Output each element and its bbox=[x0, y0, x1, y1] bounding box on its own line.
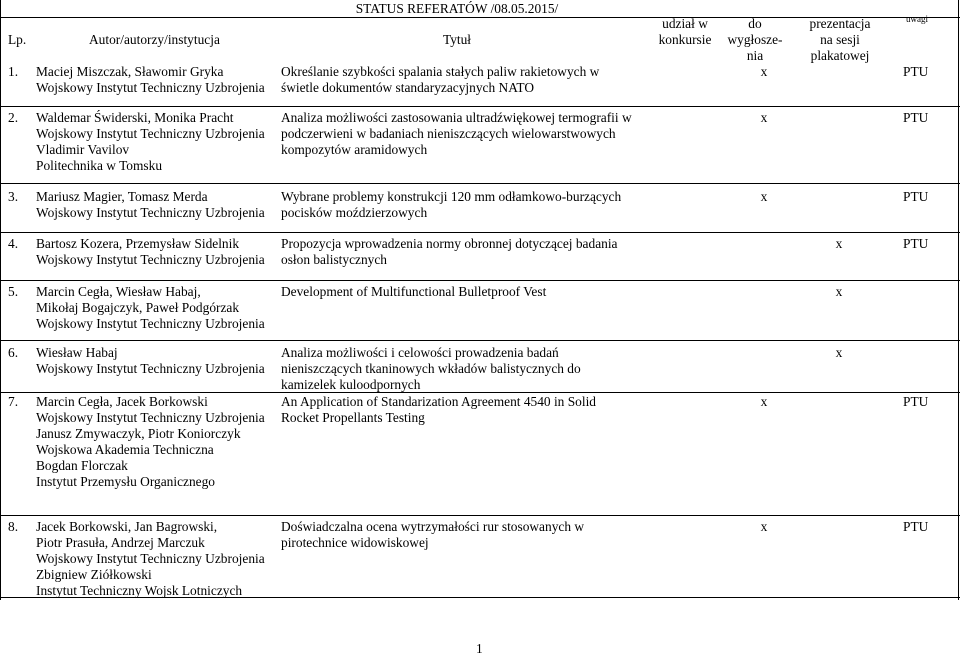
author-line: Wojskowy Instytut Techniczny Uzbrojenia bbox=[36, 205, 265, 220]
title-line: osłon balistycznych bbox=[281, 252, 387, 267]
author-line: Politechnika w Tomsku bbox=[36, 158, 163, 173]
document-title: STATUS REFERATÓW /08.05.2015/ bbox=[355, 1, 559, 16]
title-line: Analiza możliwości i celowości prowadzenia badań bbox=[281, 345, 559, 360]
table-right-border bbox=[958, 0, 959, 600]
title-line: pocisków moździerzowych bbox=[281, 205, 428, 220]
author-line: Jacek Borkowski, Jan Bagrowski, bbox=[36, 519, 218, 534]
remarks-value: PTU bbox=[903, 110, 929, 125]
author-line: Wojskowy Instytut Techniczny Uzbrojenia bbox=[36, 80, 265, 95]
row-divider bbox=[0, 515, 960, 516]
author-line: Marcin Cegła, Jacek Borkowski bbox=[36, 394, 208, 409]
header-not-presented-line: nia bbox=[746, 48, 764, 63]
author-line: Bogdan Florczak bbox=[36, 458, 128, 473]
header-poster-line: plakatowej bbox=[810, 48, 870, 63]
row-number: 1. bbox=[8, 64, 19, 79]
author-line: Wojskowy Instytut Techniczny Uzbrojenia bbox=[36, 361, 265, 376]
row-divider bbox=[0, 340, 960, 341]
author-line: Wiesław Habaj bbox=[36, 345, 118, 360]
title-line: pirotechnice widowiskowej bbox=[281, 535, 429, 550]
author-line: Instytut Przemysłu Organicznego bbox=[36, 474, 216, 489]
row-divider bbox=[0, 232, 960, 233]
title-line: Doświadczalna ocena wytrzymałości rur stosowanych w bbox=[281, 519, 585, 534]
row-number: 4. bbox=[8, 236, 19, 251]
title-line: An Application of Standarization Agreement 4540 in Solid bbox=[281, 394, 596, 409]
poster-mark: x bbox=[835, 345, 843, 360]
header-authors: Autor/autorzy/instytucja bbox=[89, 32, 220, 47]
remarks-value: PTU bbox=[903, 236, 929, 251]
header-participation-line: udział w bbox=[662, 16, 708, 31]
title-line: Development of Multifunctional Bulletproof Vest bbox=[281, 284, 547, 299]
row-number: 6. bbox=[8, 345, 19, 360]
author-line: Vladimir Vavilov bbox=[36, 142, 130, 157]
poster-mark: x bbox=[760, 394, 768, 409]
author-line: Wojskowy Instytut Techniczny Uzbrojenia bbox=[36, 410, 265, 425]
title-line: kompozytów aramidowych bbox=[281, 142, 428, 157]
row-number: 8. bbox=[8, 519, 19, 534]
author-line: Wojskowa Akademia Techniczna bbox=[36, 442, 214, 457]
header-poster-line: prezentacja bbox=[809, 16, 871, 31]
author-line: Marcin Cegła, Wiesław Habaj, bbox=[36, 284, 201, 299]
poster-mark: x bbox=[760, 110, 768, 125]
author-line: Mariusz Magier, Tomasz Merda bbox=[36, 189, 208, 204]
title-line: podczerwieni w badaniach nieniszczących wielowarstwowych bbox=[281, 126, 616, 141]
author-line: Wojskowy Instytut Techniczny Uzbrojenia bbox=[36, 126, 265, 141]
title-line: Określanie szybkości spalania stałych paliw rakietowych w bbox=[281, 64, 600, 79]
row-number: 5. bbox=[8, 284, 19, 299]
row-number: 3. bbox=[8, 189, 19, 204]
author-line: Janusz Zmywaczyk, Piotr Koniorczyk bbox=[36, 426, 241, 441]
author-line: Mikołaj Bogajczyk, Paweł Podgórzak bbox=[36, 300, 240, 315]
header-not-presented-line: wygłosze- bbox=[727, 32, 783, 47]
author-line: Piotr Prasuła, Andrzej Marczuk bbox=[36, 535, 205, 550]
title-line: Analiza możliwości zastosowania ultradźwiękowej termografii w bbox=[281, 110, 632, 125]
page-number: 1 bbox=[476, 641, 483, 656]
row-number: 2. bbox=[8, 110, 19, 125]
author-line: Wojskowy Instytut Techniczny Uzbrojenia bbox=[36, 252, 265, 267]
header-title: Tytuł bbox=[442, 32, 472, 47]
author-line: Zbigniew Ziółkowski bbox=[36, 567, 152, 582]
title-line: Rocket Propellants Testing bbox=[281, 410, 425, 425]
header-participation-line: konkursie bbox=[658, 32, 712, 47]
poster-mark: x bbox=[760, 64, 768, 79]
author-line: Wojskowy Instytut Techniczny Uzbrojenia bbox=[36, 316, 265, 331]
author-line: Instytut Techniczny Wojsk Lotniczych bbox=[36, 583, 243, 598]
row-divider bbox=[0, 280, 960, 281]
remarks-value: PTU bbox=[903, 519, 929, 534]
author-line: Bartosz Kozera, Przemysław Sidelnik bbox=[36, 236, 240, 251]
author-line: Wojskowy Instytut Techniczny Uzbrojenia bbox=[36, 551, 265, 566]
row-number: 7. bbox=[8, 394, 19, 409]
poster-mark: x bbox=[760, 519, 768, 534]
row-divider bbox=[0, 183, 960, 184]
header-poster-line: na sesji bbox=[820, 32, 860, 47]
header-not-presented-line: do bbox=[748, 16, 762, 31]
poster-mark: x bbox=[760, 189, 768, 204]
header-lp: Lp. bbox=[8, 32, 27, 47]
remarks-value: PTU bbox=[903, 189, 929, 204]
table-left-border bbox=[0, 0, 1, 600]
title-line: Propozycja wprowadzenia normy obronnej dotyczącej badania bbox=[281, 236, 618, 251]
title-line: kamizelek kuloodpornych bbox=[281, 377, 421, 392]
author-line: Waldemar Świderski, Monika Pracht bbox=[36, 110, 234, 125]
author-line: Maciej Miszczak, Sławomir Gryka bbox=[36, 64, 224, 79]
row-divider bbox=[0, 392, 960, 393]
header-remarks: uwagi bbox=[906, 14, 928, 24]
title-line: Wybrane problemy konstrukcji 120 mm odłamkowo-burzących bbox=[281, 189, 622, 204]
row-divider bbox=[0, 106, 960, 107]
title-line: nieniszczących tkaninowych wkładów balistycznych do bbox=[281, 361, 581, 376]
remarks-value: PTU bbox=[903, 64, 929, 79]
remarks-value: PTU bbox=[903, 394, 929, 409]
title-line: świetle dokumentów standaryzacyjnych NATO bbox=[281, 80, 534, 95]
poster-mark: x bbox=[835, 284, 843, 299]
poster-mark: x bbox=[835, 236, 843, 251]
